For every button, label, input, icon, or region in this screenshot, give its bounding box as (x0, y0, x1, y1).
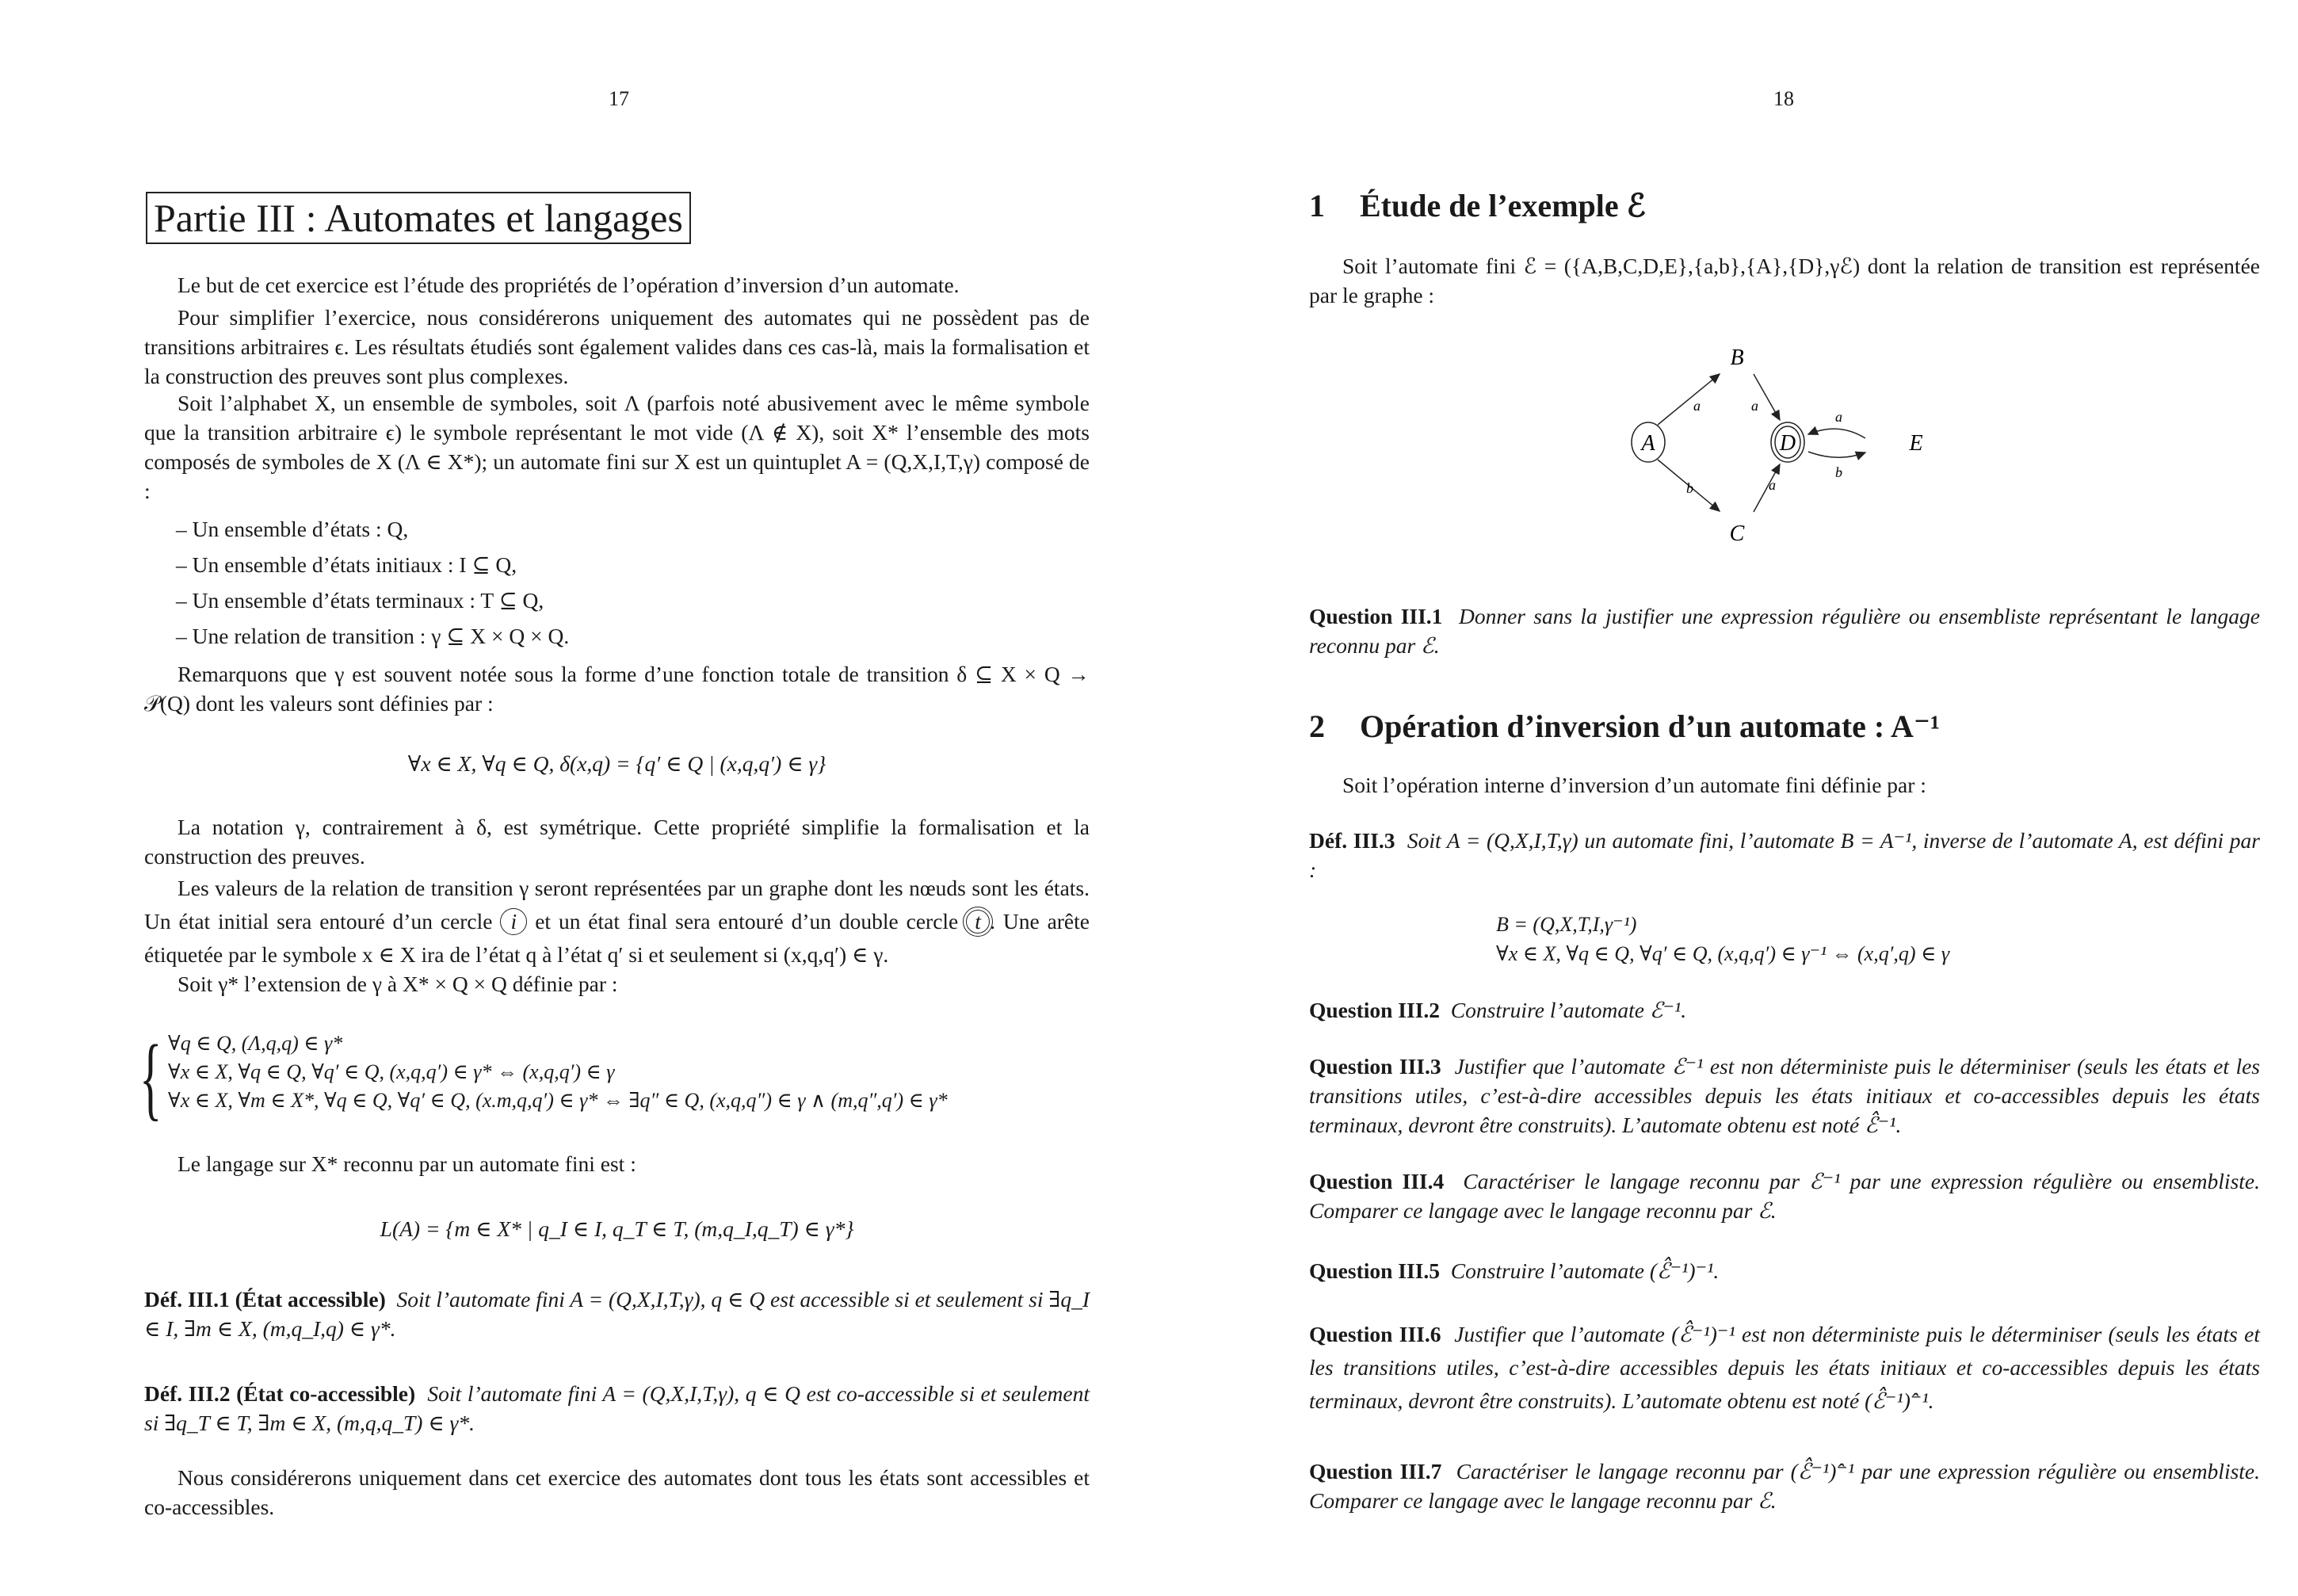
automaton-graph (1601, 333, 1965, 555)
formula-line: ∀x ∈ X, ∀q ∈ Q, ∀q′ ∈ Q, (x,q,q′) ∈ γ⁻¹ ⇔ (x,q′,q) ∈ γ (1496, 942, 1950, 965)
question-text: Donner sans la justifier une expression régulière ou ensembliste représentant le langage reconnu par ℰ. (1309, 604, 2261, 658)
gamma-star-system (168, 1029, 1095, 1115)
system-line: ∀x ∈ X, ∀q ∈ Q, ∀q′ ∈ Q, (x,q,q′) ∈ γ* ⇔ (x,q,q′) ∈ γ (168, 1060, 615, 1083)
example-paragraph: Soit l’automate fini ℰ = ({A,B,C,D,E},{a,b},{A},{D},γℰ) dont la relation de transition est représentée par le graphe : (1309, 254, 2260, 307)
state-label: A (1641, 431, 1655, 456)
question-III-3 (1309, 1052, 2260, 1140)
question-III-5 (1309, 1256, 2260, 1285)
alphabet-paragraph: Soit l’alphabet X, un ensemble de symboles, soit Λ (parfois noté abusivement avec le même symbole que la transition arbitraire ϵ) le symbole représentant le mot vide (Λ ∉ X), soit X* l’ensemble des mots composés de symboles de X (Λ ∈ X*); un automate fini sur X est un quintuplet A = (Q,X,I,T,γ) composé de : (144, 391, 1090, 503)
definition-co-accessible (144, 1379, 1090, 1438)
notation-paragraph: La notation γ, contrairement à δ, est symétrique. Cette propriété simplifie la formalisation et la construction des preuves. (144, 815, 1090, 869)
question-III-1 (1309, 601, 2260, 660)
question-label: Question III.7 (1309, 1459, 1442, 1483)
language-formula: L(A) = {m ∈ X* | q_I ∈ I, q_T ∈ T, (m,q_I,q_T) ∈ γ*} (380, 1216, 854, 1241)
state-D (1771, 422, 1804, 462)
edge-label-A-B: a (1693, 398, 1701, 414)
question-III-4 (1309, 1166, 2260, 1225)
simplification-paragraph: Pour simplifier l’exercice, nous considérerons uniquement des automates qui ne possèdent pas de transitions arbitraires ϵ. Les résultats étudiés sont également valides dans ces cas-là, mais la formalisation et la construction des preuves sont plus complexes. (144, 305, 1090, 388)
initial-state-circle-icon: i (500, 908, 527, 935)
inversion-paragraph: Soit l’opération interne d’inversion d’un automate fini définie par : (1342, 773, 1926, 797)
intro-paragraph: Le but de cet exercice est l’étude des propriétés de l’opération d’inversion d’un automate. (178, 273, 960, 297)
inverse-formula (1496, 910, 2209, 968)
edge-label-E-D: a (1835, 409, 1842, 425)
state-E: E (1909, 431, 1923, 456)
state-C: C (1729, 521, 1745, 546)
text-segment: Les valeurs de la relation de transition γ seront représentées par un graphe dont les nœuds sont les états. Un état initial sera entouré d’un cercle (144, 876, 1090, 934)
question-III-2 (1309, 995, 2260, 1025)
system-brace: { (139, 1025, 162, 1129)
definition-text: Soit A = (Q,X,I,T,γ) un automate fini, l’automate B = A⁻¹, inverse de l’automate A, est défini par : (1309, 828, 2260, 882)
question-text: Justifier que l’automate ℰ⁻¹ est non déterministe puis le déterminiser (seuls les états et les transitions utiles, c’est-à-dire accessibles depuis les états initiaux et co-accessibles depuis les états terminaux, devront être construits). L’automate obtenu est noté ℰ̂⁻¹. (1309, 1054, 2260, 1137)
definition-label: Déf. III.3 (1309, 828, 1395, 853)
definition-accessible (144, 1285, 1090, 1343)
question-label: Question III.3 (1309, 1054, 1441, 1079)
extension-paragraph: Soit γ* l’extension de γ à X* × Q × Q définie par : (178, 972, 618, 996)
final-state-double-circle-icon: t (966, 910, 990, 934)
edge-label-A-C: b (1686, 480, 1693, 496)
system-line: ∀q ∈ Q, (Λ,q,q) ∈ γ* (168, 1032, 343, 1055)
text-segment: et un état final sera entouré d’un double cercle (527, 909, 967, 934)
state-label: D (1779, 431, 1796, 456)
question-label: Question III.6 (1309, 1322, 1441, 1346)
question-label: Question III.5 (1309, 1258, 1441, 1283)
question-label: Question III.1 (1309, 604, 1443, 628)
question-text: Caractériser le langage reconnu par (ℰ̂⁻¹)̂⁻¹ par une expression régulière ou ensembliste. Comparer ce langage avec le langage reconnu par ℰ. (1309, 1459, 2261, 1513)
question-III-6 (1309, 1318, 2260, 1418)
list-item: – Un ensemble d’états initiaux : I ⊆ Q, (176, 552, 517, 577)
list-item: – Un ensemble d’états terminaux : T ⊆ Q, (176, 588, 544, 613)
edge-D-E (1808, 452, 1865, 457)
definition-text: Soit l’automate fini A = (Q,X,I,T,γ), q ∈ Q est accessible si et seulement si ∃q_I ∈ I, ∃m ∈ X, (m,q_I,q) ∈ γ*. (144, 1287, 1090, 1341)
list-item: – Un ensemble d’états : Q, (176, 517, 409, 541)
question-text: Construire l’automate (ℰ̂⁻¹)⁻¹. (1450, 1258, 1720, 1283)
edge-label-D-E: b (1835, 464, 1842, 480)
state-A (1632, 422, 1665, 462)
question-III-7 (1309, 1457, 2260, 1515)
definition-text: Soit l’automate fini A = (Q,X,I,T,γ), q ∈ Q est co-accessible si et seulement si ∃q_T ∈ T, ∃m ∈ X, (m,q,q_T) ∈ γ*. (144, 1381, 1090, 1435)
page-number-left: 17 (609, 87, 629, 110)
question-text: Justifier que l’automate (ℰ̂⁻¹)⁻¹ est non déterministe puis le déterminiser (seuls les états et les transitions utiles, c’est-à-dire accessibles depuis les états initiaux et co-accessibles depuis les états terminaux, devront être construits). L’automate obtenu est noté (ℰ̂⁻¹)̂⁻¹. (1309, 1322, 2261, 1413)
remark-paragraph: Remarquons que γ est souvent notée sous la forme d’une fonction totale de transition δ ⊆ X × Q → 𝒫(Q) dont les valeurs sont définies par : (144, 662, 1090, 716)
edge-label-B-D: a (1751, 398, 1758, 414)
part-title: Partie III : Automates et langages (146, 192, 691, 244)
definition-label: Déf. III.1 (État accessible) (144, 1287, 386, 1312)
section-heading-2 (1309, 708, 1940, 745)
section-heading-1 (1309, 187, 1646, 224)
question-text: Construire l’automate ℰ⁻¹. (1450, 998, 1687, 1022)
edge-A-B (1658, 374, 1720, 425)
section-title: Opération d’inversion d’un automate : A⁻¹ (1360, 708, 1941, 744)
edge-label-C-D: a (1769, 477, 1776, 493)
state-B: B (1730, 346, 1744, 370)
edge-C-D (1754, 464, 1780, 512)
edge-E-D (1808, 429, 1865, 438)
formula-line: B = (Q,X,T,I,γ⁻¹) (1496, 913, 1637, 936)
question-label: Question III.2 (1309, 998, 1441, 1022)
list-item: – Une relation de transition : γ ⊆ X × Q × Q. (176, 624, 570, 648)
text-segment: . Une arête étiquetée par le symbole x ∈ X ira de l’état q à l’état q′ si et seulement si (x,q,q′) ∈ γ. (144, 909, 1090, 967)
section-title: Étude de l’exemple ℰ (1360, 188, 1646, 223)
system-line: ∀x ∈ X, ∀m ∈ X*, ∀q ∈ Q, ∀q′ ∈ Q, (x.m,q,q′) ∈ γ* ⇔ ∃q″ ∈ Q, (x,q,q″) ∈ γ ∧ (m,q″,q′) ∈ γ* (168, 1089, 948, 1112)
section-number: 1 (1309, 188, 1325, 223)
definition-inverse (1309, 826, 2260, 884)
definition-label: Déf. III.2 (État co-accessible) (144, 1381, 416, 1406)
question-label: Question III.4 (1309, 1169, 1445, 1193)
delta-formula: ∀x ∈ X, ∀q ∈ Q, δ(x,q) = {q′ ∈ Q | (x,q,q′) ∈ γ} (407, 751, 826, 776)
section-number: 2 (1309, 708, 1325, 744)
question-text: Caractériser le langage reconnu par ℰ⁻¹ par une expression régulière ou ensembliste. Comparer ce langage avec le langage reconnu par ℰ. (1309, 1169, 2260, 1223)
closing-paragraph: Nous considérerons uniquement dans cet exercice des automates dont tous les états sont accessibles et co-accessibles. (144, 1465, 1090, 1519)
graph-convention-paragraph (144, 872, 1090, 972)
language-paragraph: Le langage sur X* reconnu par un automate fini est : (178, 1151, 636, 1176)
page-number-right: 18 (1773, 87, 1794, 110)
